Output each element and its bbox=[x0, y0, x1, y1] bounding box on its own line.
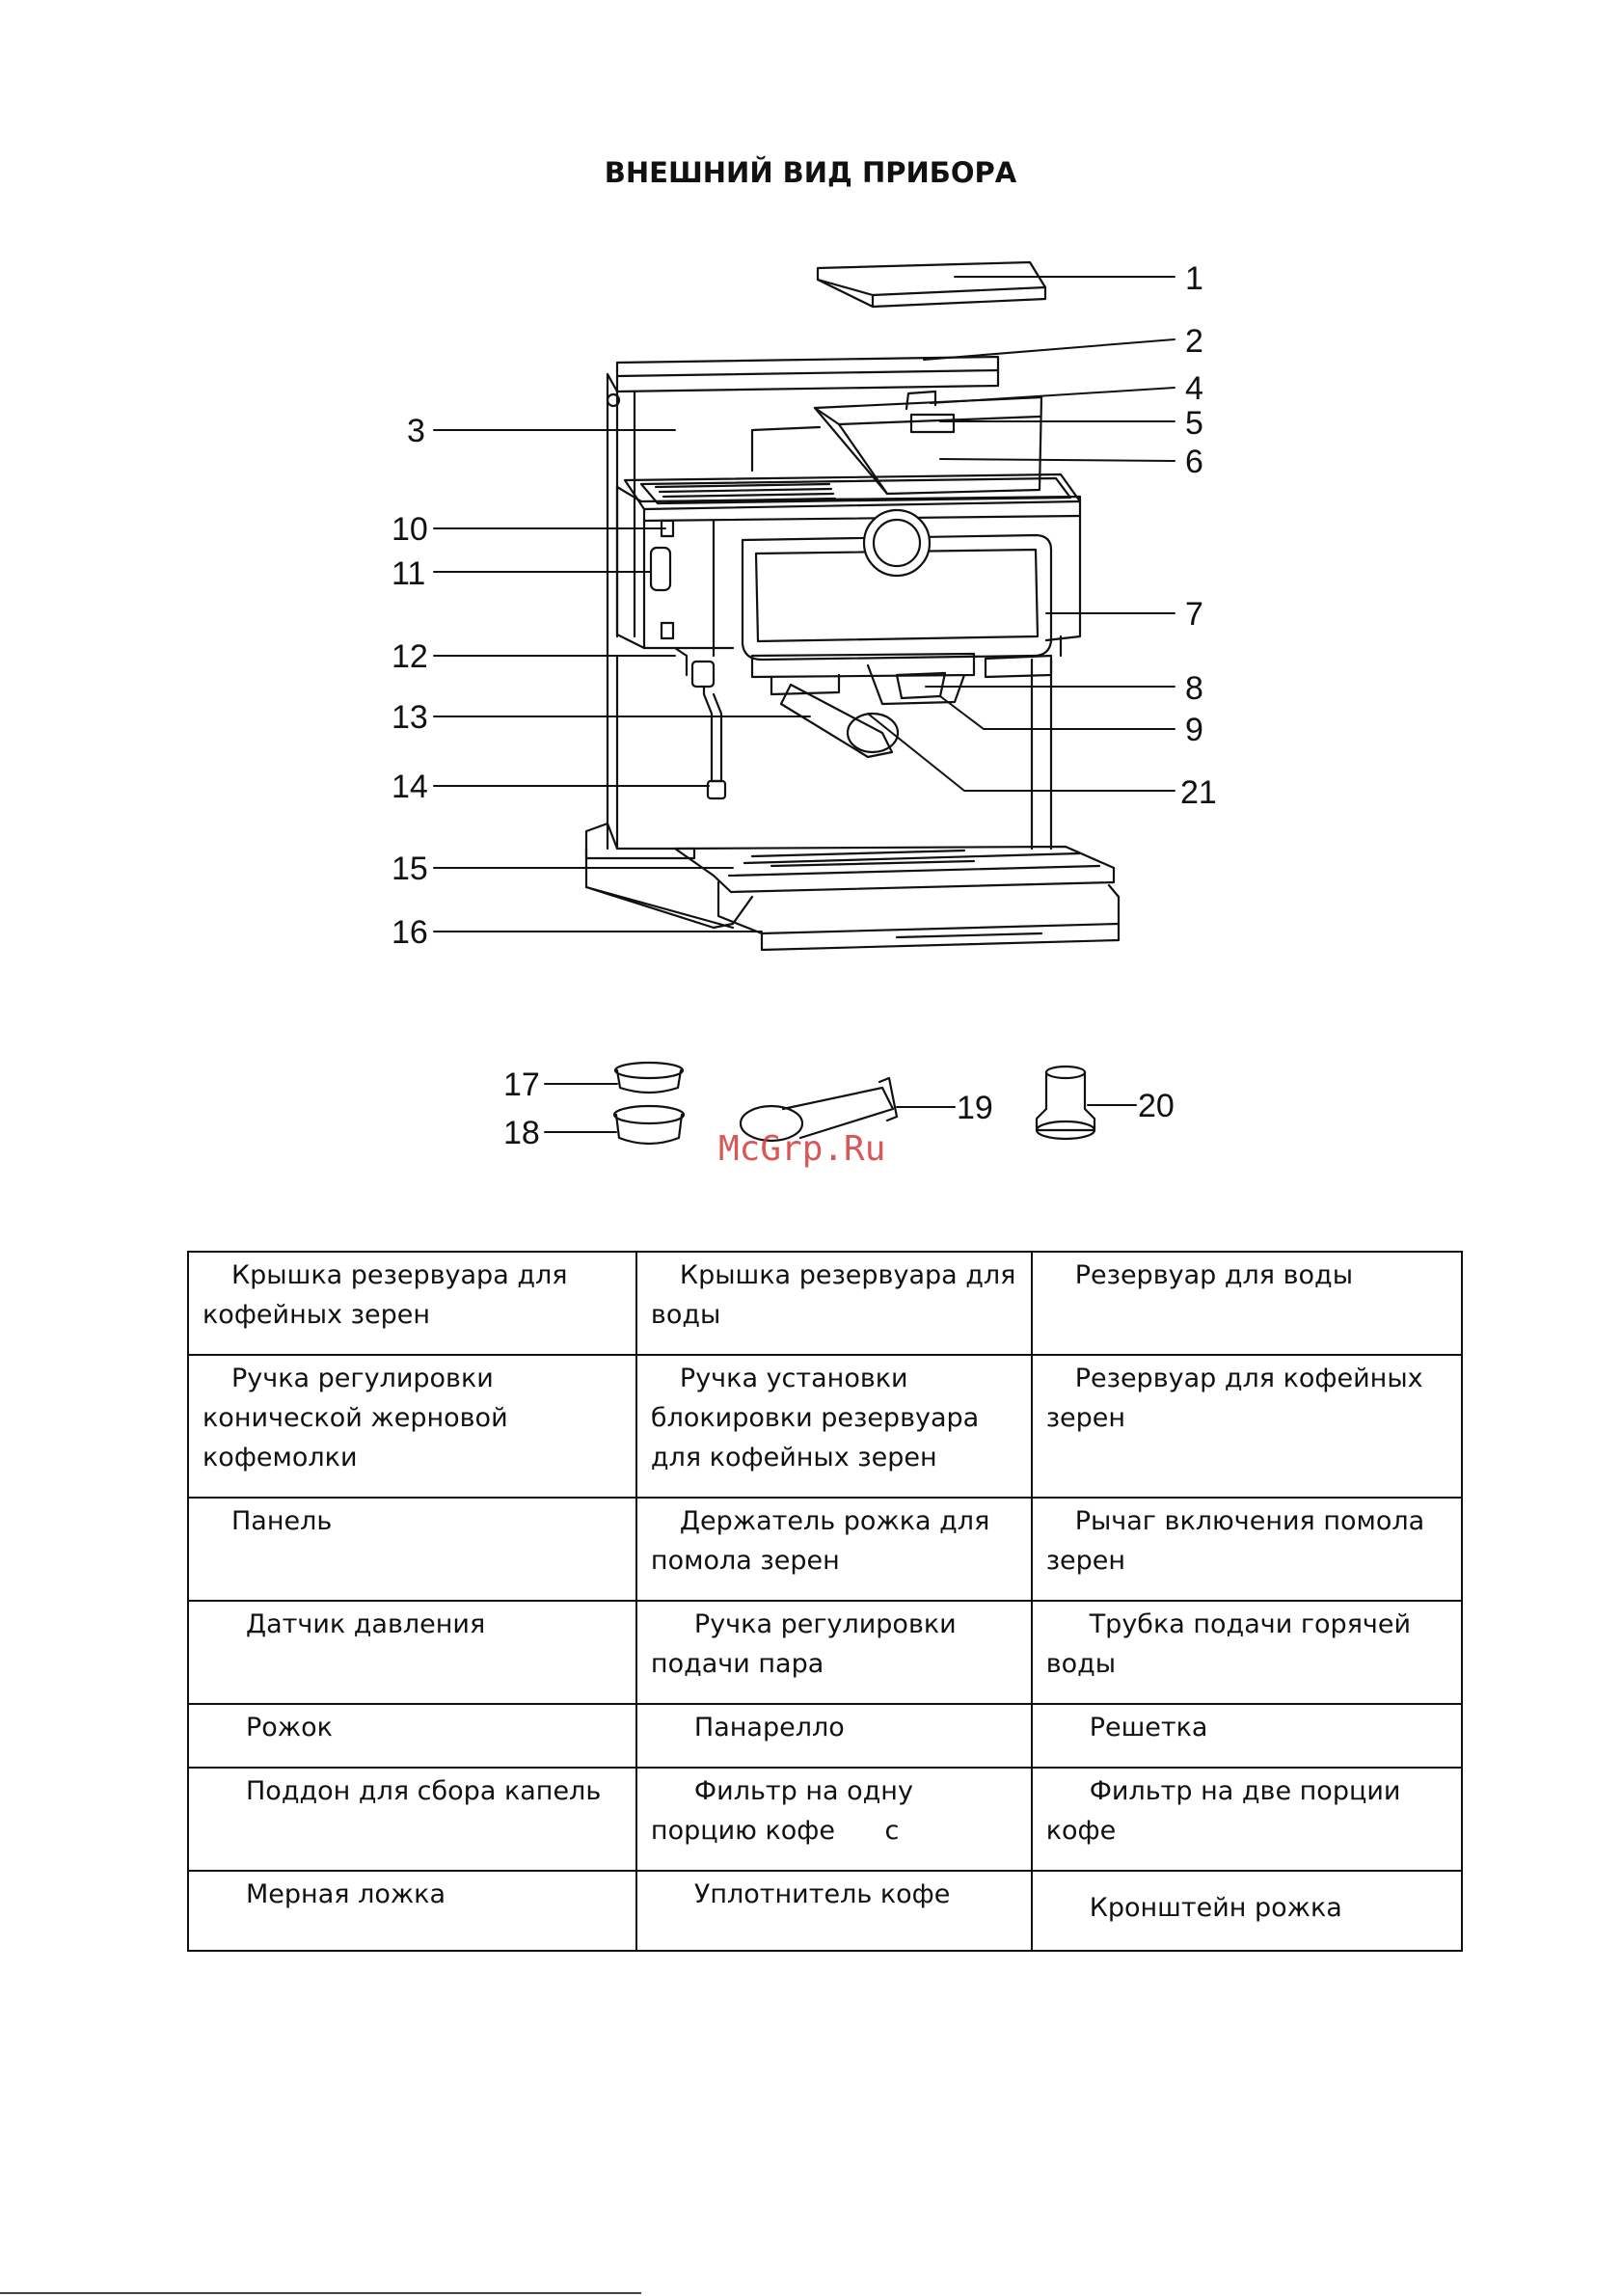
table-cell bbox=[636, 1355, 1032, 1498]
table-cell bbox=[188, 1498, 636, 1601]
table-row bbox=[188, 1768, 1462, 1871]
callout-1: 1 bbox=[1185, 260, 1203, 297]
table-cell bbox=[188, 1768, 636, 1871]
callout-21: 21 bbox=[1180, 774, 1217, 811]
table-cell bbox=[636, 1871, 1032, 1951]
callout-10: 10 bbox=[392, 511, 428, 548]
table-cell bbox=[636, 1252, 1032, 1355]
table-cell bbox=[1032, 1704, 1462, 1768]
bean-lid-drawing bbox=[818, 262, 1045, 307]
callout-2: 2 bbox=[1185, 323, 1203, 360]
table-row bbox=[188, 1498, 1462, 1601]
cell-text: Крышка резервуара для кофейных зерен bbox=[203, 1260, 568, 1330]
cell-text: Поддон для сбора капель bbox=[246, 1776, 602, 1806]
callout-3: 3 bbox=[407, 413, 425, 449]
cell-text: Держатель рожка для помола зерен bbox=[650, 1506, 990, 1576]
callout-19: 19 bbox=[957, 1090, 993, 1126]
table-row bbox=[188, 1601, 1462, 1704]
callout-5: 5 bbox=[1185, 405, 1203, 442]
cell-text: Ручка регулировки подачи пара bbox=[650, 1609, 957, 1679]
table-row bbox=[188, 1704, 1462, 1768]
table-cell bbox=[636, 1704, 1032, 1768]
table-cell bbox=[188, 1355, 636, 1498]
machine-body-drawing bbox=[617, 487, 1080, 660]
cell-text: Крышка резервуара для воды bbox=[650, 1260, 1016, 1330]
table-cell bbox=[188, 1704, 636, 1768]
table-cell bbox=[636, 1768, 1032, 1871]
callout-9: 9 bbox=[1185, 712, 1203, 748]
cell-text: Резервуар для воды bbox=[1074, 1260, 1354, 1290]
table-cell bbox=[1032, 1768, 1462, 1871]
page-title: ВНЕШНИЙ ВИД ПРИБОРА bbox=[604, 156, 1017, 189]
callout-18: 18 bbox=[503, 1115, 540, 1151]
table-row bbox=[188, 1355, 1462, 1498]
table-cell bbox=[1032, 1355, 1462, 1498]
callout-7: 7 bbox=[1185, 596, 1203, 633]
cell-text: Уплотнитель кофе bbox=[693, 1879, 951, 1909]
leader-lines bbox=[434, 277, 1175, 1132]
tamper-drawing bbox=[1037, 1067, 1094, 1139]
parts-table bbox=[187, 1251, 1463, 1952]
table-cell bbox=[188, 1601, 636, 1704]
cell-text: Рожок bbox=[246, 1713, 333, 1742]
page-footer-rule bbox=[0, 2292, 641, 2294]
callout-8: 8 bbox=[1185, 670, 1203, 707]
table-cell bbox=[636, 1498, 1032, 1601]
cell-text: Мерная ложка bbox=[246, 1879, 446, 1909]
callout-6: 6 bbox=[1185, 444, 1203, 480]
cell-text: Ручка установки блокировки резервуара для кофейных зерен bbox=[650, 1364, 980, 1472]
callout-17: 17 bbox=[503, 1067, 540, 1103]
watermark-text: McGrp.Ru bbox=[718, 1129, 886, 1169]
right-column-drawing bbox=[1032, 660, 1051, 849]
cell-text: Фильтр на две порции кофе bbox=[1045, 1776, 1401, 1846]
cell-text: Решетка bbox=[1089, 1713, 1208, 1742]
callout-15: 15 bbox=[392, 851, 428, 887]
top-grille-drawing bbox=[625, 474, 1080, 509]
callout-14: 14 bbox=[392, 769, 428, 805]
callout-4: 4 bbox=[1185, 370, 1203, 407]
cell-text: Ручка регулировки конической жерновой кофемолки bbox=[203, 1364, 508, 1472]
table-row bbox=[188, 1252, 1462, 1355]
table-cell bbox=[1032, 1252, 1462, 1355]
cell-text: Трубка подачи горячей воды bbox=[1045, 1609, 1412, 1679]
callout-13: 13 bbox=[392, 699, 428, 736]
table-cell bbox=[1032, 1498, 1462, 1601]
cell-text: Датчик давления bbox=[246, 1609, 486, 1639]
table-cell bbox=[188, 1252, 636, 1355]
table-cell bbox=[1032, 1871, 1462, 1951]
cell-text: Панарелло bbox=[693, 1713, 845, 1742]
cell-text: Резервуар для кофейных зерен bbox=[1045, 1364, 1423, 1433]
callout-labels bbox=[392, 260, 1217, 1169]
cell-text: Кронштейн рожка bbox=[1089, 1892, 1342, 1923]
filter-baskets-drawing bbox=[614, 1063, 684, 1144]
cell-text: Фильтр на одну порцию кофе с bbox=[650, 1776, 922, 1846]
steam-wand-drawing bbox=[675, 648, 725, 798]
table-row bbox=[188, 1871, 1462, 1951]
callout-20: 20 bbox=[1138, 1088, 1175, 1124]
callout-11: 11 bbox=[392, 555, 426, 592]
cell-text: Панель bbox=[231, 1506, 333, 1536]
table-cell bbox=[188, 1871, 636, 1951]
callout-16: 16 bbox=[392, 914, 428, 951]
cell-text: Рычаг включения помола зерен bbox=[1045, 1506, 1425, 1576]
table-cell bbox=[1032, 1601, 1462, 1704]
callout-12: 12 bbox=[392, 638, 428, 675]
table-cell bbox=[636, 1601, 1032, 1704]
